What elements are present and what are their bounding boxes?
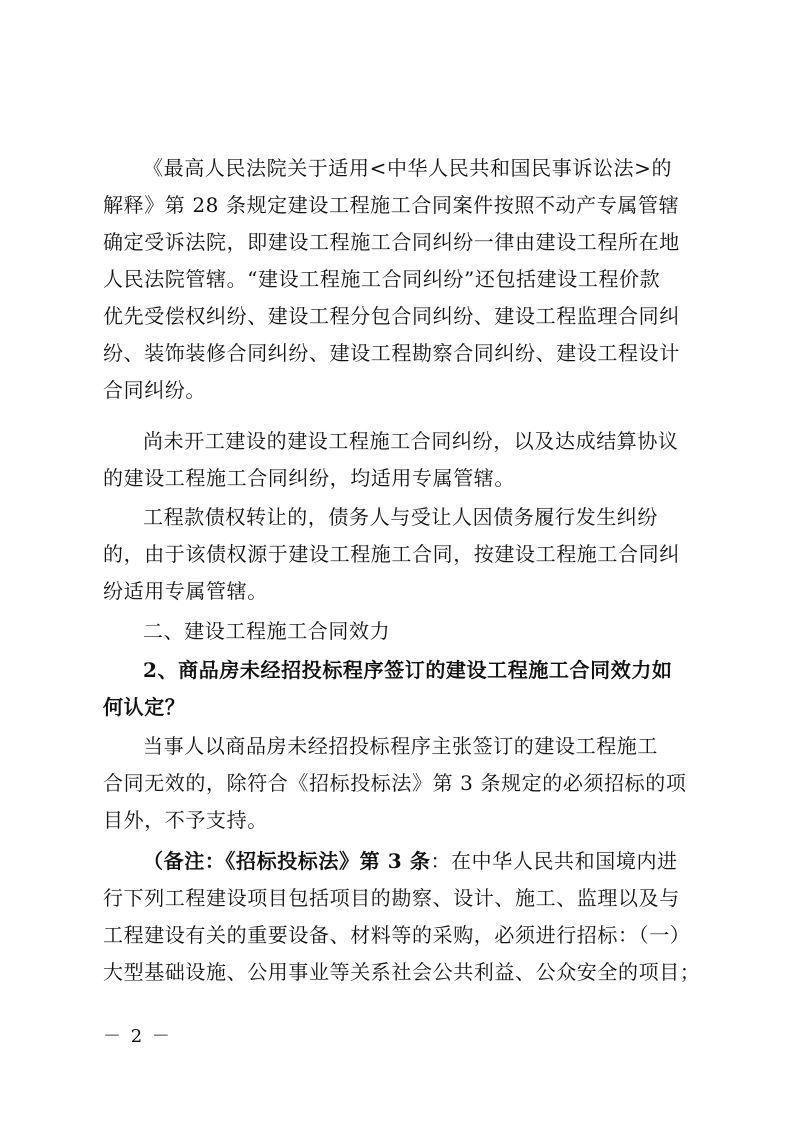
note-first-line [103, 843, 703, 880]
paragraph-line: 人民法院管辖。“建设工程施工合同纠纷”还包括建设工程价款 [103, 267, 661, 291]
note-first-line-rest: ：在中华人民共和国境内进 [430, 849, 678, 873]
paragraph-line: 合同无效的，除符合《招标投标法》第 3 条规定的必须招标的项 [103, 771, 687, 795]
paragraph-line: 行下列工程建设项目包括项目的勘察、设计、施工、监理以及与 [103, 886, 680, 910]
paragraph-line: 的建设工程施工合同纠纷，均适用专属管辖。 [103, 466, 515, 490]
question-line: 何认定？ [103, 695, 186, 719]
paragraph-line: 尚未开工建设的建设工程施工合同纠纷，以及达成结算协议 [143, 429, 679, 453]
paragraph-line: 合同纠纷。 [103, 378, 206, 402]
paragraph-line: 纷适用专属管辖。 [103, 579, 268, 603]
paragraph-note [103, 843, 703, 991]
paragraph-line: 大型基础设施、公用事业等关系社会公共利益、公众安全的项目； [103, 960, 701, 984]
paragraph-line: 《最高人民法院关于适用<中华人民共和国民事诉讼法>的 [143, 156, 673, 180]
paragraph-line: 工程建设有关的重要设备、材料等的采购，必须进行招标：（一） [103, 923, 691, 947]
question-heading [103, 652, 703, 726]
note-bold-prefix: （备注：《招标投标法》第 3 条 [143, 849, 431, 873]
paragraph-unstarted-construction [103, 423, 703, 497]
paragraph-line: 确定受诉法院，即建设工程施工合同纠纷一律由建设工程所在地 [103, 230, 680, 254]
paragraph-line: 纷、装饰装修合同纠纷、建设工程勘察合同纠纷、建设工程设计 [103, 341, 680, 365]
page-number: － 2 － [103, 1026, 172, 1047]
question-line: 2、商品房未经招投标程序签订的建设工程施工合同效力如 [143, 658, 673, 682]
paragraph-line: 目外，不予支持。 [103, 808, 268, 832]
paragraph-answer [103, 728, 703, 839]
section-heading: 二、建设工程施工合同效力 [143, 619, 391, 643]
paragraph-line: 解释》第 28 条规定建设工程施工合同案件按照不动产专属管辖 [103, 193, 680, 217]
paragraph-line: 的，由于该债权源于建设工程施工合同，按建设工程施工合同纠 [103, 542, 680, 566]
paragraph-line: 当事人以商品房未经招投标程序主张签订的建设工程施工 [143, 734, 658, 758]
paragraph-jurisdiction [103, 150, 703, 409]
paragraph-debt-transfer [103, 499, 703, 610]
paragraph-line: 工程款债权转让的，债务人与受让人因债务履行发生纠纷 [143, 505, 658, 529]
paragraph-line: 优先受偿权纠纷、建设工程分包合同纠纷、建设工程监理合同纠 [103, 304, 680, 328]
